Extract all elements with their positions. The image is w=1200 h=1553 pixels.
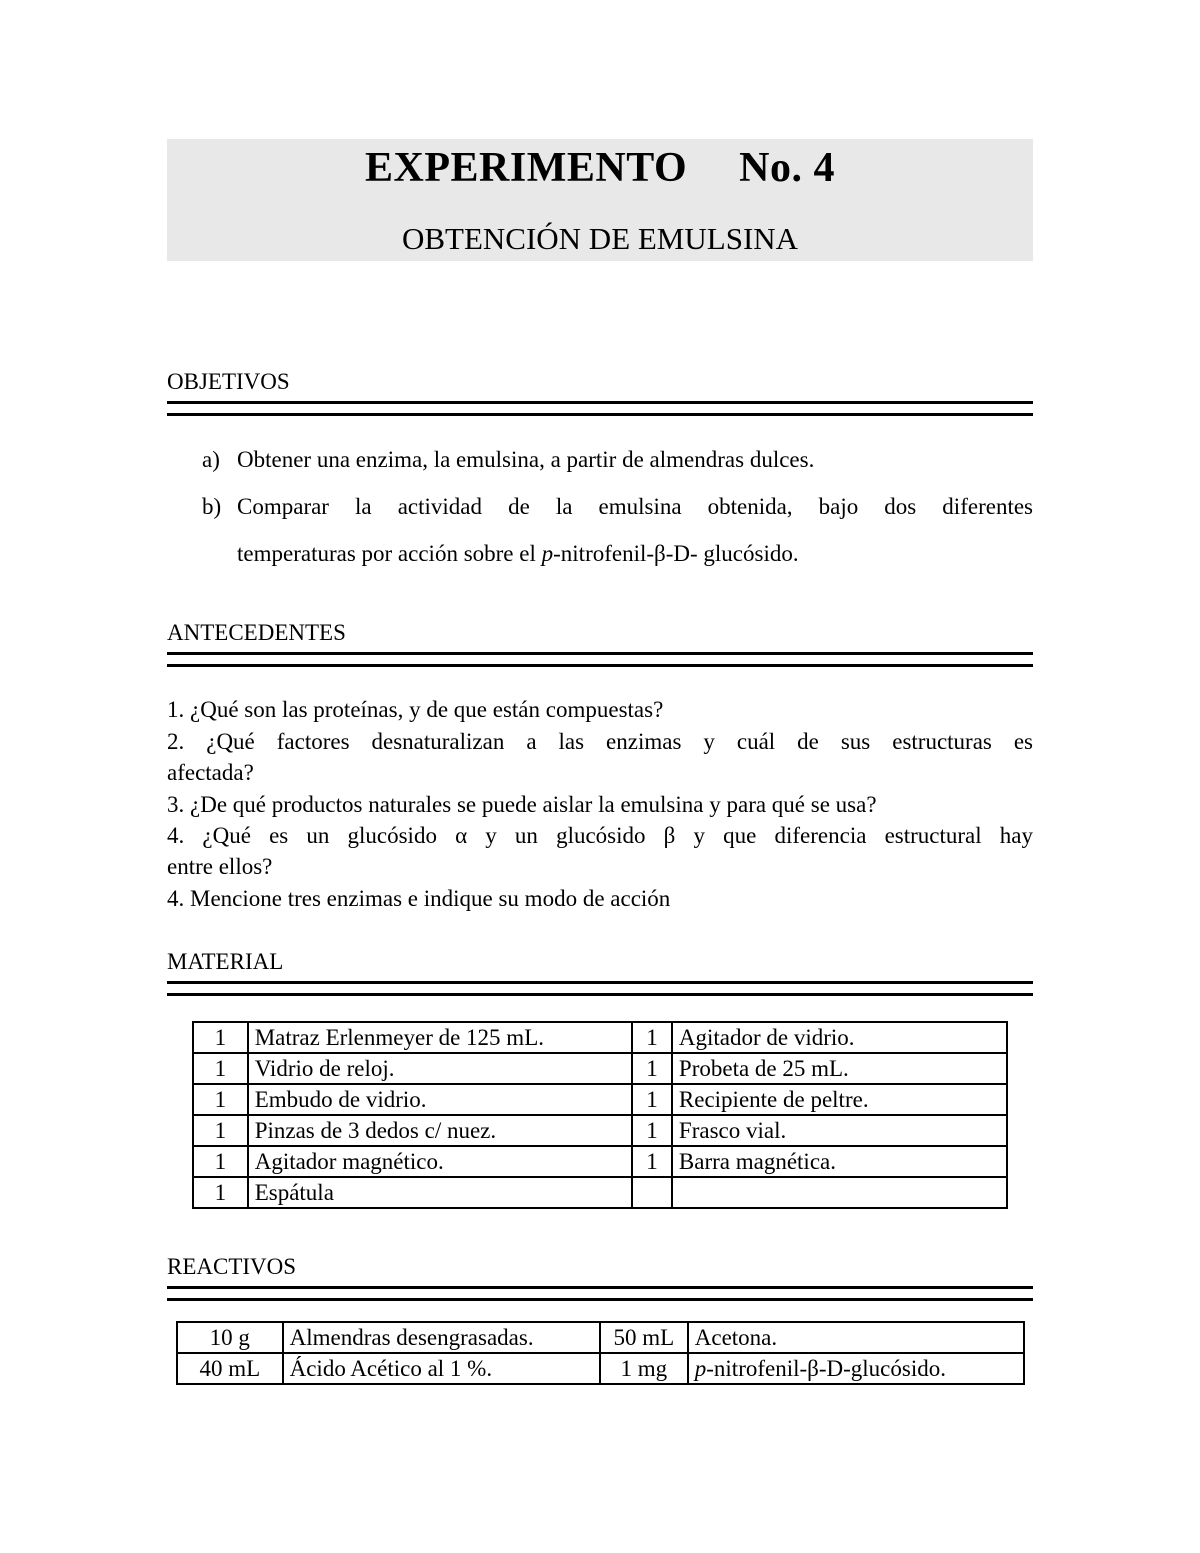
- material-item: Embudo de vidrio.: [248, 1084, 632, 1115]
- antecedentes-heading: ANTECEDENTES: [167, 620, 346, 645]
- reactivo-qty: 40 mL: [177, 1353, 283, 1384]
- material-table: [192, 1021, 1008, 1209]
- reactivo-item: Acetona.: [688, 1322, 1024, 1353]
- material-qty: 1: [632, 1115, 672, 1146]
- table-row: [177, 1353, 1024, 1384]
- experiment-title-word: EXPERIMENTO: [365, 145, 688, 191]
- material-qty: 1: [632, 1053, 672, 1084]
- material-qty: [632, 1177, 672, 1208]
- reactivos-heading: REACTIVOS: [167, 1254, 297, 1279]
- reactivo-item: Almendras desengrasadas.: [283, 1322, 600, 1353]
- table-row: [193, 1084, 1007, 1115]
- material-qty: 1: [193, 1084, 248, 1115]
- antecedente-line: 3. ¿De qué productos naturales se puede aislar la emulsina y para qué se usa?: [167, 792, 877, 817]
- material-qty: 1: [193, 1177, 248, 1208]
- material-item: Frasco vial.: [672, 1115, 1007, 1146]
- reactivos-rule: [167, 1286, 1033, 1301]
- material-item: Matraz Erlenmeyer de 125 mL.: [248, 1022, 632, 1053]
- antecedentes-rule: [167, 652, 1033, 667]
- material-qty: 1: [193, 1146, 248, 1177]
- material-item: Barra magnética.: [672, 1146, 1007, 1177]
- antecedente-line: entre ellos?: [167, 854, 273, 879]
- material-qty: 1: [632, 1146, 672, 1177]
- experiment-subtitle: OBTENCIÓN DE EMULSINA: [401, 221, 799, 256]
- title-box: [167, 139, 1033, 261]
- reactivo-item-rest: -nitrofenil-β-D-glucósido.: [706, 1356, 946, 1381]
- experiment-title: [167, 143, 1033, 193]
- table-row: [193, 1146, 1007, 1177]
- reactivo-qty: 10 g: [177, 1322, 283, 1353]
- material-rule: [167, 981, 1033, 996]
- material-qty: 1: [193, 1115, 248, 1146]
- objetivo-label: b): [202, 494, 222, 519]
- objetivo-text-prefix: temperaturas por acción sobre el: [237, 541, 542, 566]
- material-item: Vidrio de reloj.: [248, 1053, 632, 1084]
- objetivos-rule: [167, 401, 1033, 416]
- antecedente-line: afectada?: [167, 760, 254, 785]
- material-qty: 1: [193, 1022, 248, 1053]
- objetivo-text: Obtener una enzima, la emulsina, a partir de almendras dulces.: [237, 447, 815, 472]
- material-qty: 1: [632, 1084, 672, 1115]
- objetivos-heading: OBJETIVOS: [167, 369, 290, 394]
- material-item: Agitador de vidrio.: [672, 1022, 1007, 1053]
- material-item: Agitador magnético.: [248, 1146, 632, 1177]
- experiment-number: No. 4: [739, 145, 835, 191]
- table-row: [177, 1322, 1024, 1353]
- antecedente-line: 4. ¿Qué es un glucósido α y un glucósido β y que diferencia estructural hay: [167, 823, 1033, 848]
- material-item: Probeta de 25 mL.: [672, 1053, 1007, 1084]
- material-item: Espátula: [248, 1177, 632, 1208]
- table-row: [193, 1177, 1007, 1208]
- reactivo-item: [688, 1353, 1024, 1384]
- reactivo-qty: 1 mg: [600, 1353, 688, 1384]
- antecedente-line: 1. ¿Qué son las proteínas, y de que están compuestas?: [167, 697, 664, 722]
- reactivo-qty: 50 mL: [600, 1322, 688, 1353]
- antecedente-line: 2. ¿Qué factores desnaturalizan a las enzimas y cuál de sus estructuras es: [167, 729, 1033, 754]
- material-qty: 1: [193, 1053, 248, 1084]
- objetivo-label: a): [202, 447, 220, 472]
- reactivos-table: [176, 1321, 1025, 1385]
- material-item: Recipiente de peltre.: [672, 1084, 1007, 1115]
- table-row: [193, 1022, 1007, 1053]
- objetivo-text-line1: Comparar la actividad de la emulsina obtenida, bajo dos diferentes: [237, 494, 1033, 519]
- antecedente-line: 4. Mencione tres enzimas e indique su modo de acción: [167, 886, 671, 911]
- table-row: [193, 1115, 1007, 1146]
- objetivo-text-line2: [237, 530, 1033, 577]
- material-heading: MATERIAL: [167, 949, 284, 974]
- reactivo-item: Ácido Acético al 1 %.: [283, 1353, 600, 1384]
- table-row: [193, 1053, 1007, 1084]
- objetivo-text-suffix: -nitrofenil-β-D- glucósido.: [553, 541, 799, 566]
- reactivo-item-italic: p: [694, 1356, 707, 1381]
- material-item: Pinzas de 3 dedos c/ nuez.: [248, 1115, 632, 1146]
- material-item: [672, 1177, 1007, 1208]
- material-qty: 1: [632, 1022, 672, 1053]
- objetivo-text-italic: p: [541, 541, 554, 566]
